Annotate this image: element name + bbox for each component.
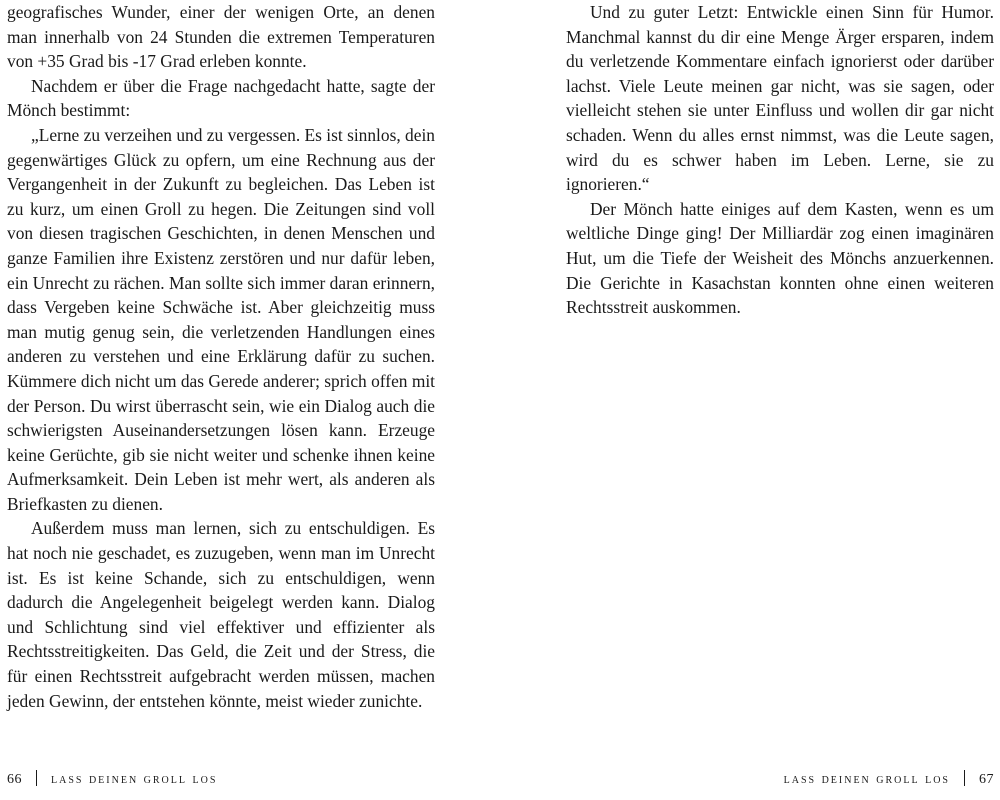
left-page-number: 66 — [7, 772, 22, 787]
right-page — [566, 0, 994, 320]
left-paragraph-1: geografisches Wunder, einer der wenigen Orte, an denen man innerhalb von 24 Stunden die extremen Temperaturen von +35 Grad bis -17 Grad erleben konnte. — [7, 2, 435, 72]
left-footer — [7, 770, 217, 788]
left-paragraph-4: Außerdem muss man lernen, sich zu entschuldigen. Es hat noch nie geschadet, es zuzugeben, wenn man im Unrecht ist. Es ist keine Schande, sich zu entschuldigen, wenn dadurch die Angelegenheit beigelegt werden kann. Dialog und Schlichtung sind viel effektiver und effizienter als Rechtsstreitigkeiten. Das Geld, die Zeit und der Stress, die für einen Rechtsstreit aufgebracht werden müssen, machen jeden Gewinn, der entstehen könnte, meist wieder zunichte. — [7, 518, 435, 711]
left-page — [7, 0, 435, 713]
right-paragraph-2: Der Mönch hatte einiges auf dem Kasten, wenn es um weltliche Dinge ging! Der Milliardär zog einen imaginären Hut, um die Tiefe der Weisheit des Mönchs anzuerkennen. Die Gerichte in Kasachstan konnten ohne einen weiteren Rechtsstreit auskommen. — [566, 198, 994, 318]
right-page-number: 67 — [979, 772, 994, 787]
right-running-head: lass deinen groll los — [783, 772, 950, 787]
left-paragraph-3: „Lerne zu verzeihen und zu vergessen. Es ist sinnlos, dein gegenwärtiges Glück zu opfern, um eine Rechnung aus der Vergangenheit in der Zukunft zu begleichen. Das Leben ist zu kurz, um einen Groll zu hegen. Die Zeitungen sind voll von diesen tragischen Geschichten, in denen Menschen und ganze Familien ihre Existenz zerstören und nur dafür leben, ein Unrecht zu rächen. Man sollte sich immer daran erinnern, dass Vergeben keine Schwäche ist. Aber gleichzeitig muss man mutig genug sein, die verletzenden Handlungen eines anderen zu verstehen und eine Erklärung dafür zu suchen. Kümmere dich nicht um das Gerede anderer; sprich offen mit der Person. Du wirst überrascht sein, wie ein Dialog auch die schwierigsten Auseinandersetzungen lösen kann. Erzeuge keine Gerüchte, gib sie nicht weiter und schenke ihnen keine Aufmerksamkeit. Dein Leben ist mehr wert, als anderen als Briefkasten zu dienen. — [7, 124, 436, 514]
footer-separator — [36, 770, 37, 786]
right-paragraph-1: Und zu guter Letzt: Entwickle einen Sinn für Humor. Manchmal kannst du dir eine Menge Ärger ersparen, indem du verletzende Kommentare einfach ignorierst oder darüber lachst. Viele Leute meinen gar nicht, was sie sagen, oder vielleicht stehen sie unter Einfluss und wollen dir gar nicht schaden. Wenn du alles ernst nimmst, was die Leute sagen, wird du es schwer haben im Leben. Lerne, sie zu ignorieren.“ — [566, 2, 994, 195]
left-running-head: lass deinen groll los — [51, 772, 218, 787]
right-footer — [784, 770, 994, 788]
left-paragraph-2: Nachdem er über die Frage nachgedacht hatte, sagte der Mönch bestimmt: — [7, 75, 435, 121]
footer-separator — [964, 770, 965, 786]
